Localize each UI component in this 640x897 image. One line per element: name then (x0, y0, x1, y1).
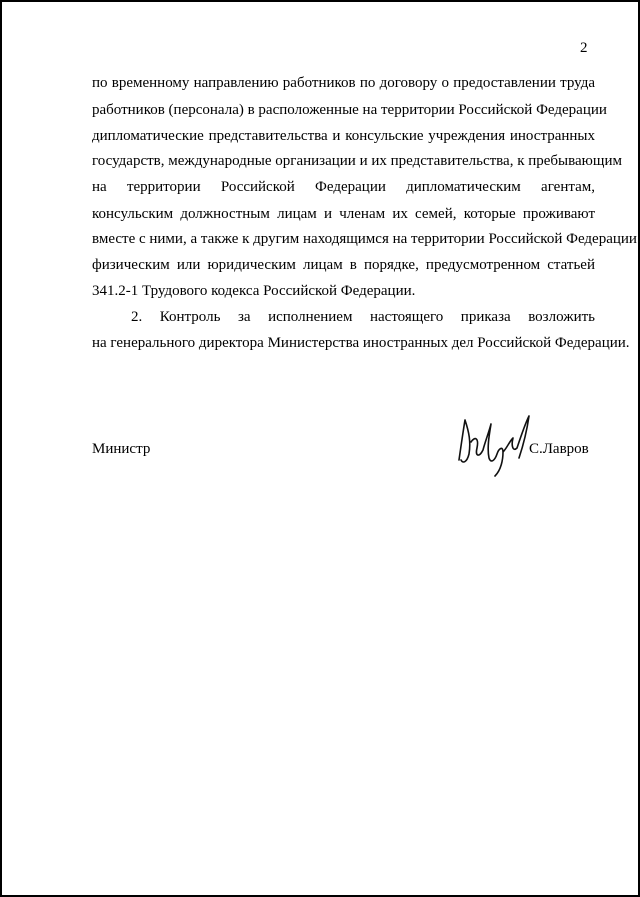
paragraph-1-line-6: консульским должностным лицам и членам их семей, которые проживают (92, 206, 595, 222)
page-number: 2 (580, 40, 588, 56)
handwritten-signature (455, 412, 533, 478)
paragraph-1-line-4: государств, международные организации и их представительства, к пребывающим (92, 153, 622, 169)
paragraph-1-line-8: физическим или юридическим лицам в порядке, предусмотренном статьей (92, 257, 595, 273)
paragraph-2-line-1: 2. Контроль за исполнением настоящего приказа возложить (131, 309, 595, 325)
position-title: Министр (92, 441, 151, 457)
signatory-name: С.Лавров (529, 441, 589, 457)
paragraph-1-line-2: работников (персонала) в расположенные на территории Российской Федерации (92, 102, 607, 118)
paragraph-1-line-9: 341.2-1 Трудового кодекса Российской Федерации. (92, 283, 416, 299)
paragraph-1-line-3: дипломатические представительства и консульские учреждения иностранных (92, 128, 595, 144)
paragraph-2-line-2: на генерального директора Министерства иностранных дел Российской Федерации. (92, 335, 630, 351)
paragraph-1-line-5: на территории Российской Федерации дипломатическим агентам, (92, 179, 595, 195)
paragraph-1-line-1: по временному направлению работников по договору о предоставлении труда (92, 75, 595, 91)
paragraph-1-line-7: вместе с ними, а также к другим находящимся на территории Российской Федерации (92, 231, 637, 247)
